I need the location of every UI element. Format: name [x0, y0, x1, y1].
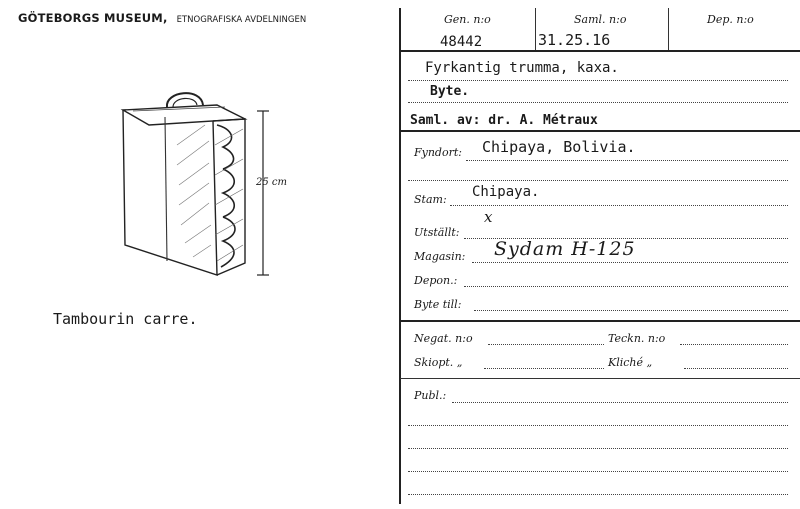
gen-label: Gen. n:o — [444, 13, 491, 26]
dotted-line — [684, 368, 788, 369]
drawing-caption: Tambourin carre. — [53, 310, 198, 328]
dotted-line — [474, 310, 788, 311]
museum-header — [18, 7, 306, 26]
saml-label: Saml. n:o — [574, 13, 627, 26]
saml-value: 31.25.16 — [538, 31, 611, 49]
dotted-line — [408, 494, 788, 495]
stam-label: Stam: — [414, 193, 447, 206]
dotted-line — [408, 471, 788, 472]
magasin-label: Magasin: — [414, 250, 466, 263]
card-left-border — [399, 8, 401, 504]
skiopt-label: Skiopt. „ — [414, 356, 463, 369]
section-rule — [400, 320, 800, 322]
publ-label: Publ.: — [414, 389, 447, 402]
dotted-line — [464, 286, 788, 287]
dep-label: Dep. n:o — [707, 13, 754, 26]
kliche-label: Kliché „ — [608, 356, 653, 369]
dotted-line — [472, 262, 788, 263]
utstallt-value: x — [484, 208, 494, 226]
column-separator — [535, 8, 536, 50]
column-separator — [668, 8, 669, 50]
collector: Saml. av: dr. A. Métraux — [410, 113, 598, 128]
teckn-label: Teckn. n:o — [608, 332, 666, 345]
magasin-value: Sydam H-125 — [494, 238, 636, 260]
dotted-line — [408, 425, 788, 426]
acquisition-type: Byte. — [430, 84, 470, 99]
header-rule — [400, 50, 800, 52]
fyndort-value: Chipaya, Bolivia. — [482, 138, 636, 156]
dotted-line — [408, 80, 788, 81]
dotted-line — [408, 448, 788, 449]
negat-label: Negat. n:o — [414, 332, 473, 345]
dotted-line — [452, 402, 788, 403]
depon-label: Depon.: — [414, 274, 458, 287]
dotted-line — [484, 368, 604, 369]
dotted-line — [488, 344, 604, 345]
museum-name: GÖTEBORGS MUSEUM, — [18, 11, 168, 25]
collector-rule — [400, 130, 800, 132]
dotted-line — [408, 102, 788, 103]
object-title: Fyrkantig trumma, kaxa. — [425, 60, 619, 76]
dotted-line — [408, 180, 788, 181]
gen-value: 48442 — [440, 34, 483, 50]
stam-value: Chipaya. — [472, 184, 540, 200]
dotted-line — [680, 344, 788, 345]
dotted-line — [466, 160, 788, 161]
utstallt-label: Utställt: — [414, 226, 460, 239]
section-rule — [400, 378, 800, 379]
dotted-line — [450, 205, 788, 206]
fyndort-label: Fyndort: — [414, 146, 462, 159]
byte-till-label: Byte till: — [414, 298, 462, 311]
dimension-label: 25 cm — [256, 177, 287, 188]
department-name: ETNOGRAFISKA AVDELNINGEN — [176, 15, 307, 25]
